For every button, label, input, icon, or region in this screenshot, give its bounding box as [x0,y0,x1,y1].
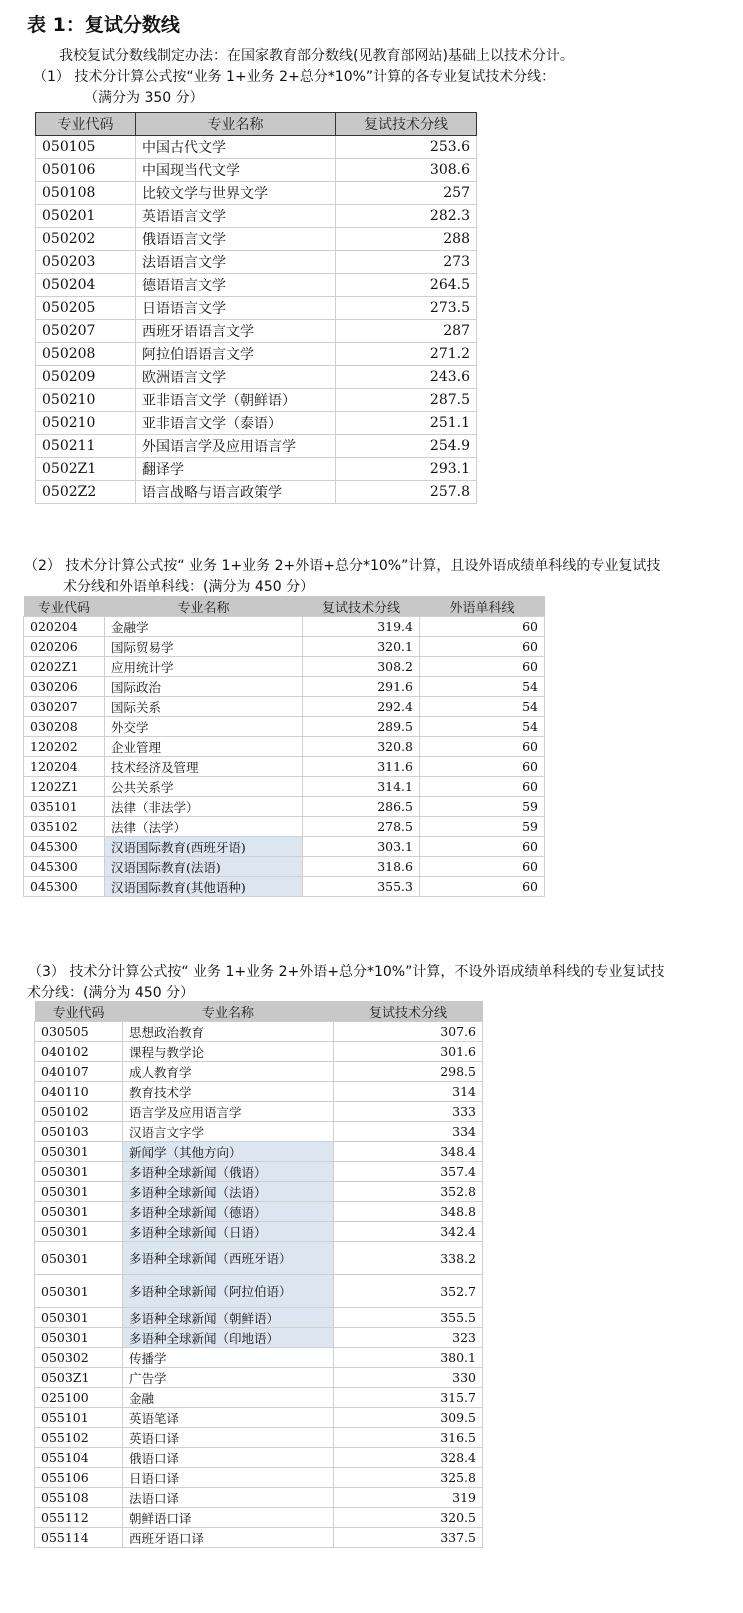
major-name-cell: 语言学及应用语言学 [123,1102,334,1122]
major-code-cell: 120202 [24,737,105,757]
major-code-cell: 050301 [35,1142,123,1162]
major-code-cell: 030207 [24,697,105,717]
table-row [35,1182,483,1202]
score-cell: 380.1 [334,1348,483,1368]
language-line-cell: 59 [420,817,545,837]
score-cell: 314.1 [303,777,420,797]
major-name-cell: 欧洲语言文学 [136,366,336,389]
table-header-row [35,1001,483,1022]
table-row [24,717,545,737]
major-name-cell: 成人教育学 [123,1062,334,1082]
table-row [24,657,545,677]
score-cell: 319.4 [303,617,420,637]
score-cell: 330 [334,1368,483,1388]
major-name-cell: 多语种全球新闻（阿拉伯语） [123,1275,334,1308]
major-code-cell: 045300 [24,857,105,877]
major-name-cell: 英语笔译 [123,1408,334,1428]
intro-paragraph: 我校复试分数线制定办法：在国家教育部分数线(见教育部网站)基础上以技术分计。 [59,48,574,64]
header-language-line: 外语单科线 [420,596,545,617]
major-name-cell: 广告学 [123,1368,334,1388]
major-code-cell: 030505 [35,1022,123,1042]
score-table-2 [23,596,545,897]
major-name-cell: 传播学 [123,1348,334,1368]
table-row [24,837,545,857]
score-cell: 293.1 [336,458,477,481]
score-cell: 318.6 [303,857,420,877]
major-name-cell: 汉语国际教育(西班牙语) [105,837,303,857]
major-name-cell: 比较文学与世界文学 [136,182,336,205]
table-row [24,777,545,797]
table-header-row [36,113,477,136]
major-code-cell: 050301 [35,1308,123,1328]
major-code-cell: 050205 [36,297,136,320]
score-cell: 282.3 [336,205,477,228]
score-cell: 288 [336,228,477,251]
score-cell: 243.6 [336,366,477,389]
major-code-cell: 035102 [24,817,105,837]
score-cell: 253.6 [336,136,477,159]
major-name-cell: 企业管理 [105,737,303,757]
table-row [35,1428,483,1448]
major-code-cell: 050102 [35,1102,123,1122]
table-row [36,412,477,435]
major-code-cell: 020204 [24,617,105,637]
table-row [24,637,545,657]
major-code-cell: 050208 [36,343,136,366]
major-name-cell: 多语种全球新闻（俄语） [123,1162,334,1182]
table-row [35,1202,483,1222]
table-row [35,1348,483,1368]
major-code-cell: 050301 [35,1328,123,1348]
major-code-cell: 040107 [35,1062,123,1082]
major-name-cell: 汉语言文字学 [123,1122,334,1142]
table-row [36,228,477,251]
table-row [35,1022,483,1042]
score-cell: 337.5 [334,1528,483,1548]
major-name-cell: 日语语言文学 [136,297,336,320]
page-title: 表 1：复试分数线 [27,14,180,36]
score-cell: 325.8 [334,1468,483,1488]
header-code: 专业代码 [24,596,105,617]
major-code-cell: 050207 [36,320,136,343]
language-line-cell: 60 [420,617,545,637]
table-row [35,1275,483,1308]
table-row [36,274,477,297]
major-code-cell: 055101 [35,1408,123,1428]
score-cell: 328.4 [334,1448,483,1468]
table-row [35,1408,483,1428]
header-code: 专业代码 [35,1001,123,1022]
table-row [35,1142,483,1162]
score-table-3 [34,1001,483,1548]
table-row [36,366,477,389]
major-name-cell: 新闻学（其他方向） [123,1142,334,1162]
major-code-cell: 050301 [35,1222,123,1242]
major-code-cell: 020206 [24,637,105,657]
major-code-cell: 050209 [36,366,136,389]
major-name-cell: 汉语国际教育(其他语种) [105,877,303,897]
table-row [35,1222,483,1242]
score-cell: 254.9 [336,435,477,458]
score-cell: 292.4 [303,697,420,717]
major-code-cell: 0503Z1 [35,1368,123,1388]
major-code-cell: 045300 [24,877,105,897]
major-code-cell: 030208 [24,717,105,737]
language-line-cell: 60 [420,737,545,757]
major-name-cell: 多语种全球新闻（法语） [123,1182,334,1202]
major-name-cell: 多语种全球新闻（日语） [123,1222,334,1242]
major-code-cell: 055104 [35,1448,123,1468]
major-code-cell: 050301 [35,1202,123,1222]
score-cell: 273 [336,251,477,274]
table-row [36,159,477,182]
header-code: 专业代码 [36,113,136,136]
table-row [35,1082,483,1102]
major-name-cell: 语言战略与语言政策学 [136,481,336,504]
score-cell: 315.7 [334,1388,483,1408]
score-cell: 307.6 [334,1022,483,1042]
table-row [35,1102,483,1122]
score-cell: 357.4 [334,1162,483,1182]
score-cell: 289.5 [303,717,420,737]
major-code-cell: 050201 [36,205,136,228]
header-score: 复试技术分线 [303,596,420,617]
score-cell: 320.8 [303,737,420,757]
major-name-cell: 汉语国际教育(法语) [105,857,303,877]
score-cell: 319 [334,1488,483,1508]
major-code-cell: 050105 [36,136,136,159]
score-cell: 251.1 [336,412,477,435]
major-name-cell: 多语种全球新闻（朝鲜语） [123,1308,334,1328]
major-code-cell: 050108 [36,182,136,205]
section3-max-score: 术分线：(满分为 450 分） [27,985,195,1001]
table-row [35,1368,483,1388]
major-name-cell: 外交学 [105,717,303,737]
major-name-cell: 中国古代文学 [136,136,336,159]
major-code-cell: 120204 [24,757,105,777]
language-line-cell: 60 [420,777,545,797]
table-row [35,1162,483,1182]
score-cell: 338.2 [334,1242,483,1275]
score-cell: 308.2 [303,657,420,677]
score-cell: 320.1 [303,637,420,657]
score-cell: 320.5 [334,1508,483,1528]
major-code-cell: 040102 [35,1042,123,1062]
major-code-cell: 055102 [35,1428,123,1448]
score-cell: 352.8 [334,1182,483,1202]
section1-max-score: （满分为 350 分） [84,90,204,106]
major-code-cell: 050202 [36,228,136,251]
major-name-cell: 课程与教学论 [123,1042,334,1062]
major-code-cell: 055112 [35,1508,123,1528]
header-name: 专业名称 [105,596,303,617]
major-name-cell: 亚非语言文学（朝鲜语） [136,389,336,412]
major-code-cell: 050210 [36,389,136,412]
language-line-cell: 60 [420,837,545,857]
table-row [35,1508,483,1528]
score-cell: 303.1 [303,837,420,857]
header-score: 复试技术分线 [336,113,477,136]
major-name-cell: 国际贸易学 [105,637,303,657]
table-row [24,797,545,817]
major-name-cell: 应用统计学 [105,657,303,677]
score-cell: 311.6 [303,757,420,777]
header-name: 专业名称 [136,113,336,136]
major-code-cell: 035101 [24,797,105,817]
major-code-cell: 025100 [35,1388,123,1408]
major-name-cell: 法律（法学） [105,817,303,837]
score-cell: 298.5 [334,1062,483,1082]
table-row [35,1308,483,1328]
major-name-cell: 金融学 [105,617,303,637]
score-cell: 334 [334,1122,483,1142]
score-cell: 309.5 [334,1408,483,1428]
language-line-cell: 54 [420,677,545,697]
major-name-cell: 技术经济及管理 [105,757,303,777]
table-row [35,1122,483,1142]
score-cell: 286.5 [303,797,420,817]
major-name-cell: 公共关系学 [105,777,303,797]
major-code-cell: 050204 [36,274,136,297]
score-cell: 273.5 [336,297,477,320]
table-row [36,343,477,366]
table-row [24,757,545,777]
section3-description: （3） 技术分计算公式按“ 业务 1+业务 2+外语+总分*10%”计算，不设外语成绩单科线的专业复试技 [28,964,665,980]
major-name-cell: 德语语言文学 [136,274,336,297]
table-row [24,617,545,637]
score-cell: 287 [336,320,477,343]
major-code-cell: 055108 [35,1488,123,1508]
language-line-cell: 60 [420,857,545,877]
score-cell: 264.5 [336,274,477,297]
major-name-cell: 中国现当代文学 [136,159,336,182]
major-name-cell: 英语语言文学 [136,205,336,228]
table-row [36,251,477,274]
table-row [36,481,477,504]
table-row [24,737,545,757]
score-cell: 308.6 [336,159,477,182]
major-name-cell: 西班牙语语言文学 [136,320,336,343]
major-name-cell: 国际关系 [105,697,303,717]
table-row [36,389,477,412]
major-name-cell: 多语种全球新闻（印地语） [123,1328,334,1348]
language-line-cell: 60 [420,877,545,897]
major-name-cell: 外国语言学及应用语言学 [136,435,336,458]
major-name-cell: 教育技术学 [123,1082,334,1102]
score-cell: 355.3 [303,877,420,897]
major-name-cell: 西班牙语口译 [123,1528,334,1548]
score-cell: 287.5 [336,389,477,412]
major-name-cell: 多语种全球新闻（德语） [123,1202,334,1222]
table-row [24,817,545,837]
major-code-cell: 050301 [35,1275,123,1308]
major-code-cell: 0502Z2 [36,481,136,504]
major-code-cell: 050210 [36,412,136,435]
header-score: 复试技术分线 [334,1001,483,1022]
language-line-cell: 54 [420,697,545,717]
language-line-cell: 59 [420,797,545,817]
score-cell: 278.5 [303,817,420,837]
section1-description: （1） 技术分计算公式按“业务 1+业务 2+总分*10%”计算的各专业复试技术分线： [33,69,556,85]
table-row [35,1328,483,1348]
major-code-cell: 055114 [35,1528,123,1548]
header-name: 专业名称 [123,1001,334,1022]
major-name-cell: 俄语语言文学 [136,228,336,251]
major-name-cell: 法律（非法学） [105,797,303,817]
table-row [36,136,477,159]
table-row [35,1528,483,1548]
table-row [35,1242,483,1275]
major-name-cell: 法语语言文学 [136,251,336,274]
major-code-cell: 055106 [35,1468,123,1488]
major-name-cell: 翻译学 [136,458,336,481]
major-code-cell: 1202Z1 [24,777,105,797]
major-code-cell: 045300 [24,837,105,857]
score-cell: 323 [334,1328,483,1348]
score-cell: 316.5 [334,1428,483,1448]
major-name-cell: 亚非语言文学（泰语） [136,412,336,435]
table-row [35,1388,483,1408]
major-name-cell: 英语口译 [123,1428,334,1448]
major-code-cell: 050203 [36,251,136,274]
score-cell: 342.4 [334,1222,483,1242]
score-table-1 [35,112,477,504]
score-cell: 333 [334,1102,483,1122]
major-name-cell: 金融 [123,1388,334,1408]
table-row [35,1468,483,1488]
score-cell: 271.2 [336,343,477,366]
major-name-cell: 法语口译 [123,1488,334,1508]
major-code-cell: 040110 [35,1082,123,1102]
major-name-cell: 国际政治 [105,677,303,697]
table-row [36,182,477,205]
major-name-cell: 思想政治教育 [123,1022,334,1042]
table-row [36,205,477,228]
major-code-cell: 0202Z1 [24,657,105,677]
table-row [24,697,545,717]
table-row [35,1448,483,1468]
score-cell: 257.8 [336,481,477,504]
score-cell: 348.8 [334,1202,483,1222]
score-cell: 314 [334,1082,483,1102]
major-code-cell: 050103 [35,1122,123,1142]
table-row [36,435,477,458]
major-code-cell: 0502Z1 [36,458,136,481]
major-code-cell: 050302 [35,1348,123,1368]
major-name-cell: 朝鲜语口译 [123,1508,334,1528]
language-line-cell: 60 [420,657,545,677]
table-row [24,677,545,697]
major-code-cell: 050301 [35,1162,123,1182]
table-row [24,877,545,897]
score-cell: 291.6 [303,677,420,697]
table-row [35,1488,483,1508]
table-row [36,458,477,481]
table-row [24,857,545,877]
section2-max-score: 术分线和外语单科线：(满分为 450 分） [63,579,315,595]
major-code-cell: 030206 [24,677,105,697]
major-name-cell: 多语种全球新闻（西班牙语） [123,1242,334,1275]
major-code-cell: 050211 [36,435,136,458]
score-cell: 355.5 [334,1308,483,1328]
score-cell: 257 [336,182,477,205]
section2-description: （2） 技术分计算公式按“ 业务 1+业务 2+外语+总分*10%”计算，且设外语成绩单科线的专业复试技 [24,558,661,574]
major-name-cell: 俄语口译 [123,1448,334,1468]
table-row [36,297,477,320]
language-line-cell: 60 [420,757,545,777]
major-code-cell: 050301 [35,1182,123,1202]
major-name-cell: 日语口译 [123,1468,334,1488]
score-cell: 301.6 [334,1042,483,1062]
language-line-cell: 54 [420,717,545,737]
score-cell: 352.7 [334,1275,483,1308]
score-cell: 348.4 [334,1142,483,1162]
major-code-cell: 050301 [35,1242,123,1275]
major-code-cell: 050106 [36,159,136,182]
table-header-row [24,596,545,617]
table-row [35,1062,483,1082]
major-name-cell: 阿拉伯语语言文学 [136,343,336,366]
table-row [36,320,477,343]
language-line-cell: 60 [420,637,545,657]
table-row [35,1042,483,1062]
